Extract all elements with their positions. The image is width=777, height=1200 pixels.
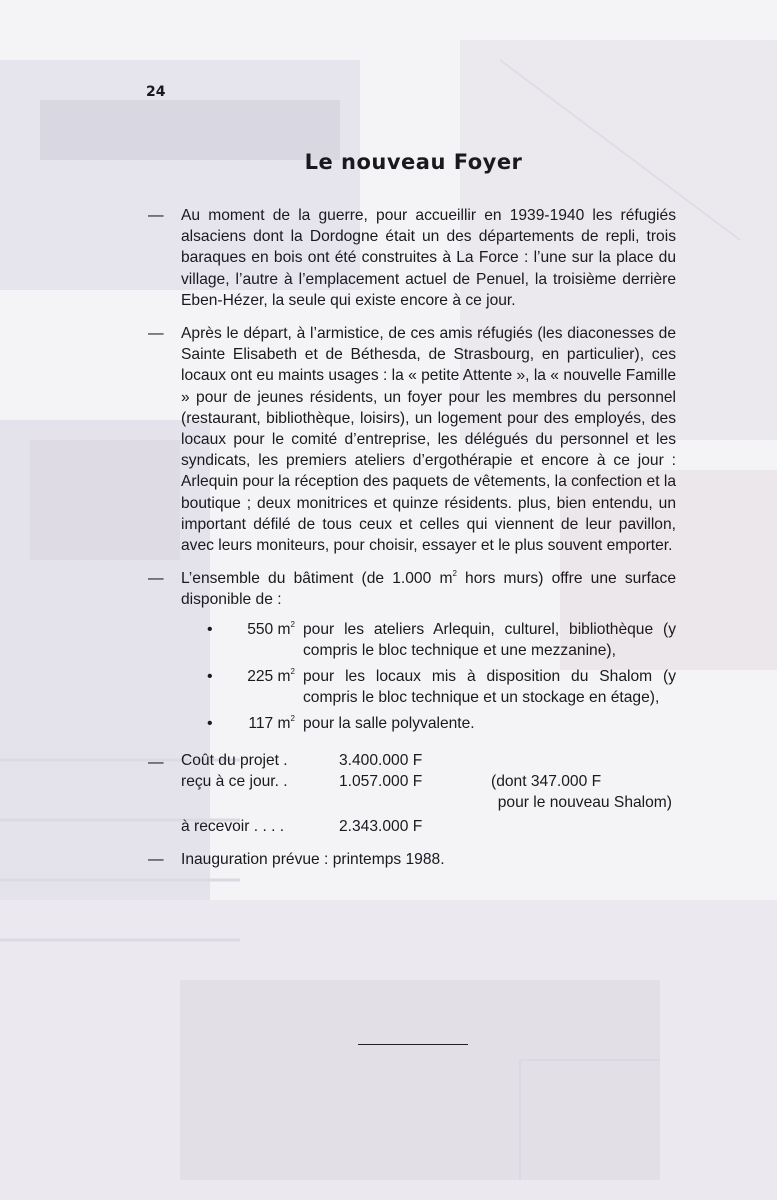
dash-marker: —: [148, 325, 164, 343]
surface-quantity: 550 $m^2$: [247, 619, 295, 638]
cost-note: [459, 816, 676, 837]
cost-table: [181, 750, 676, 838]
paragraph-costs: [148, 752, 676, 838]
surface-block: [181, 568, 676, 739]
cost-row: [181, 771, 676, 792]
bullet-icon: •: [207, 620, 213, 638]
surface-list: [181, 619, 676, 735]
paragraph-inauguration: [148, 849, 676, 870]
surface-quantity: 117 $m^2$: [248, 714, 295, 733]
surface-intro: L’ensemble du bâtiment (de 1.000 $m^2$ hors murs) offre une surface disponible de :: [181, 569, 676, 609]
cost-amount: [339, 792, 459, 813]
cost-note: [459, 750, 676, 771]
dash-marker: —: [148, 851, 164, 869]
list-item: [181, 619, 676, 661]
dash-marker: —: [148, 570, 164, 588]
cost-row: [181, 816, 676, 837]
cost-label: [181, 792, 339, 813]
paragraph-text: Inauguration prévue : printemps 1988.: [181, 851, 445, 869]
cost-label: à recevoir . . . .: [181, 818, 285, 836]
list-item: [181, 713, 676, 734]
paragraph-surface: [148, 568, 676, 739]
surface-description: pour les ateliers Arlequin, culturel, bibliothèque (y compris le bloc technique et une mezzanine),: [303, 620, 676, 659]
page-title: Le nouveau Foyer: [304, 150, 523, 174]
paragraph-war-refugees: [148, 205, 676, 311]
article-body: [148, 205, 676, 883]
cost-amount: 2.343.000 F: [339, 818, 423, 836]
cost-label: reçu à ce jour. .: [181, 772, 288, 790]
cost-amount: 1.057.000 F: [339, 772, 423, 790]
paragraph-text: Au moment de la guerre, pour accueillir en 1939-1940 les réfugiés alsaciens dont la Dordogne était un des départements de repli, trois baraques en bois ont été construites à La Force : l’une sur la place du village, l’autre à l’emplacement actuel de Penuel, la troisième derrière Eben-Hézer, la seule qui existe encore à ce jour.: [181, 207, 676, 309]
cost-row: [181, 792, 676, 813]
dash-marker: —: [148, 753, 164, 771]
surface-description: pour la salle polyvalente.: [303, 715, 475, 733]
bullet-icon: •: [207, 668, 213, 686]
surface-description: pour les locaux mis à disposition du Shalom (y compris le bloc technique et un stockage en étage),: [303, 668, 676, 707]
dash-marker: —: [148, 207, 164, 224]
cost-row: [181, 750, 676, 771]
list-item: [181, 666, 676, 708]
paragraph-uses: [148, 323, 676, 556]
cost-note: pour le nouveau Shalom): [497, 794, 672, 812]
paragraph-text: Après le départ, à l’armistice, de ces amis réfugiés (les diaconesses de Sainte Elisabeth et de Béthesda, de Strasbourg, en particulier), ces locaux ont eu maints usages : la « petite Attente », la « nouvelle Famille » pour de jeunes résidents, un foyer pour les membres du personnel (restaurant, bibliothèque, loisirs), un logement pour des employés, des locaux pour le comité d’entreprise, les délégués du personnel et les syndicats, les premiers ateliers d’ergothérapie et encore à ce jour : Arlequin pour la réception des paquets de vêtements, la confection et la boutique ; deux monitrices et quinze résidents. plus, bien entendu, un important défilé de tous ceux et celles qui viennent de leur pavillon, avec leurs moniteurs, pour choisir, essayer et le plus souvent emporter.: [181, 325, 676, 555]
cost-note: (dont 347.000 F: [491, 772, 602, 790]
cost-amount: 3.400.000 F: [339, 751, 423, 769]
bullet-icon: •: [207, 715, 213, 733]
surface-quantity: 225 $m^2$: [247, 667, 295, 686]
page-number: 24: [146, 84, 166, 100]
cost-label: Coût du projet .: [181, 751, 288, 769]
closing-rule: [358, 1044, 468, 1045]
